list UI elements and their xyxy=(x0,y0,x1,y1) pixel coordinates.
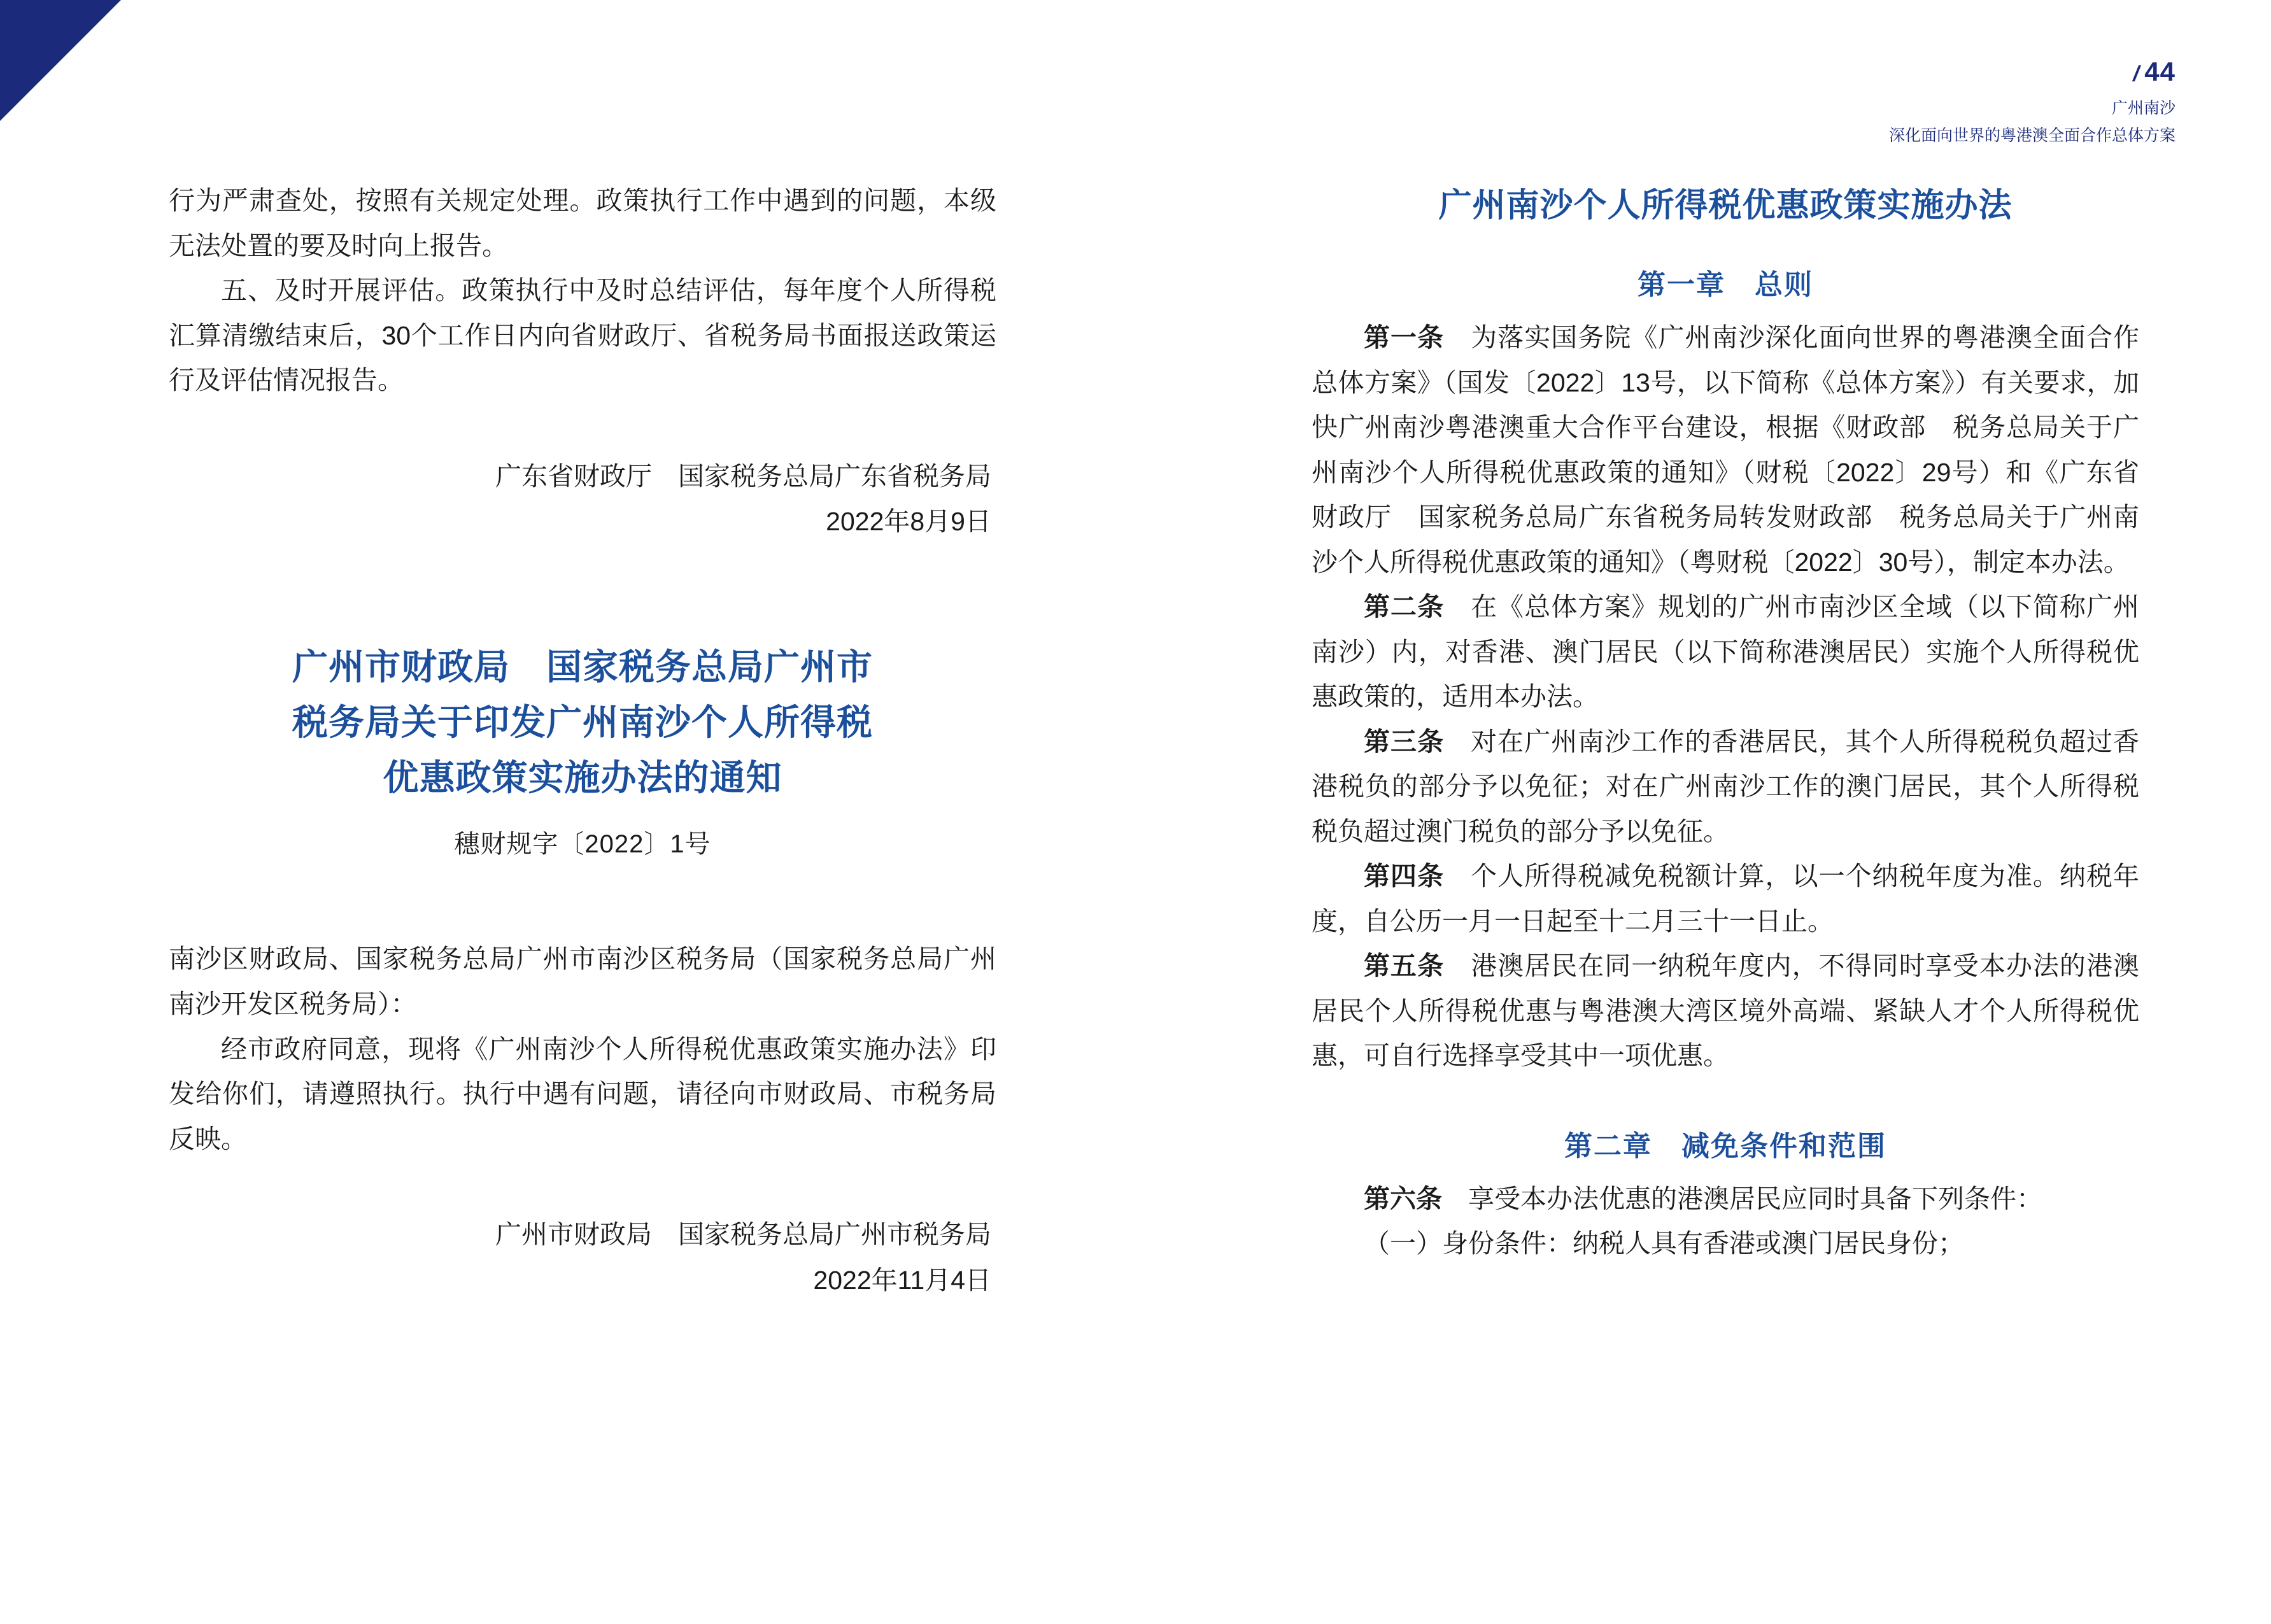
article-1-text: 为落实国务院《广州南沙深化面向世界的粤港澳全面合作总体方案》（国发〔2022〕13号，以下简称《总体方案》）有关要求，加快广州南沙粤港澳重大合作平台建设，根据《财政部 税务总局关于广州南沙个人所得税优惠政策的通知》（财税〔2022〕29号）和《广东省财政厅 国家税务总局广东省税务局转发财政部 税务总局关于广州南沙个人所得税优惠政策的通知》（粤财税〔2022〕30号），制定本办法。 xyxy=(1312,323,2139,577)
right-column xyxy=(1312,178,2139,1266)
document-title: 广州南沙个人所得税优惠政策实施办法 xyxy=(1438,188,2013,224)
article-3 xyxy=(1312,719,2139,854)
article-4 xyxy=(1312,854,2139,943)
notice-title-line1: 广州市财政局 国家税务总局广州市 xyxy=(292,648,873,688)
article-3-label: 第三条 xyxy=(1364,726,1445,756)
article-6-item-1: （一）身份条件：纳税人具有香港或澳门居民身份； xyxy=(1364,1229,1964,1259)
article-5-text: 港澳居民在同一纳税年度内，不得同时享受本办法的港澳居民个人所得税优惠与粤港澳大湾区境外高端、紧缺人才个人所得税优惠，可自行选择享受其中一项优惠。 xyxy=(1312,951,2139,1071)
article-4-label: 第四条 xyxy=(1364,861,1445,891)
article-2-text: 在《总体方案》规划的广州市南沙区全域（以下简称广州南沙）内，对香港、澳门居民（以下简称港澳居民）实施个人所得税优惠政策的，适用本办法。 xyxy=(1312,592,2139,712)
article-1 xyxy=(1312,315,2139,584)
article-1-label: 第一条 xyxy=(1364,323,1445,352)
slash-icon: / xyxy=(2130,62,2142,86)
chapter-heading-1: 第一章 总则 xyxy=(1638,269,1813,300)
article-3-text: 对在广州南沙工作的香港居民，其个人所得税税负超过香港税负的部分予以免征；对在广州南沙工作的澳门居民，其个人所得税税负超过澳门税负的部分予以免征。 xyxy=(1312,726,2139,846)
article-6-label: 第六条 xyxy=(1364,1183,1442,1213)
article-4-text: 个人所得税减免税额计算，以一个纳税年度为准。纳税年度，自公历一月一日起至十二月三十一日止。 xyxy=(1312,861,2139,936)
notice-document-number: 穗财规字〔2022〕1号 xyxy=(454,830,711,859)
notice-recipient: 南沙区财政局、国家税务总局广州市南沙区税务局（国家税务总局广州南沙开发区税务局）： xyxy=(169,944,996,1019)
left-column xyxy=(169,178,996,1304)
article-5 xyxy=(1312,943,2139,1078)
article-2-label: 第二条 xyxy=(1364,592,1445,622)
chapter-heading-2: 第二章 减免条件和范围 xyxy=(1564,1130,1886,1162)
left-paragraph-1: 行为严肃查处，按照有关规定处理。政策执行工作中遇到的问题，本级无法处置的要及时向上报告。 xyxy=(169,186,996,260)
signature-1-date: 2022年8月9日 xyxy=(826,507,991,537)
signature-block-1 xyxy=(169,454,996,546)
signature-2-date: 2022年11月4日 xyxy=(813,1265,991,1295)
signature-1-issuer: 广东省财政厅 国家税务总局广东省税务局 xyxy=(495,461,991,491)
article-5-label: 第五条 xyxy=(1364,951,1445,981)
article-2 xyxy=(1312,584,2139,719)
notice-title-line2: 税务局关于印发广州南沙个人所得税 xyxy=(292,703,873,743)
notice-title-line3: 优惠政策实施办法的通知 xyxy=(383,758,782,798)
notice-body-paragraph: 经市政府同意，现将《广州南沙个人所得税优惠政策实施办法》印发给你们，请遵照执行。执行中遇有问题，请径向市财政局、市税务局反映。 xyxy=(169,1034,996,1154)
page-number: 44 xyxy=(2144,57,2175,87)
page-header xyxy=(1889,51,2175,148)
article-6 xyxy=(1312,1176,2139,1222)
left-paragraph-2: 五、及时开展评估。政策执行中及时总结评估，每年度个人所得税汇算清缴结束后，30个工作日内向省财政厅、省税务局书面报送政策运行及评估情况报告。 xyxy=(169,276,996,395)
page-number-row xyxy=(1889,51,2175,92)
notice-title xyxy=(169,640,996,806)
article-6-text: 享受本办法优惠的港澳居民应同时具备下列条件： xyxy=(1442,1183,2042,1213)
signature-2-issuer: 广州市财政局 国家税务总局广州市税务局 xyxy=(495,1220,991,1250)
header-title-line2: 深化面向世界的粤港澳全面合作总体方案 xyxy=(1888,126,2175,145)
header-title-line1: 广州南沙 xyxy=(2111,99,2175,118)
signature-block-2 xyxy=(169,1212,996,1304)
corner-decoration xyxy=(0,0,121,121)
